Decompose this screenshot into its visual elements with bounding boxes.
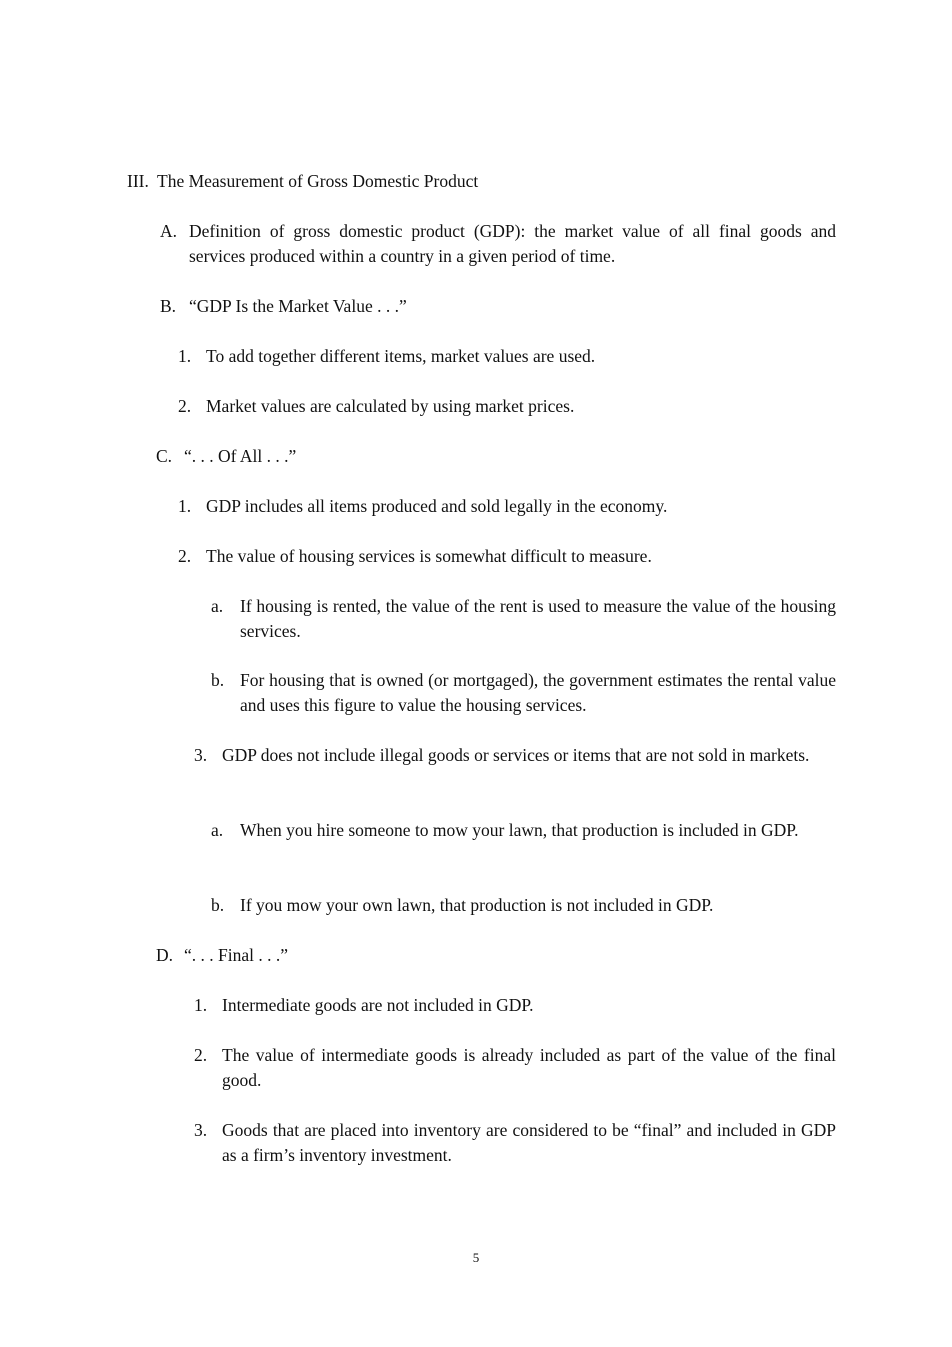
- list-item: [178, 494, 836, 519]
- list-item: [211, 594, 836, 644]
- list-item-text: Intermediate goods are not included in GDP.: [222, 995, 534, 1015]
- page-number: 5: [472, 1250, 480, 1265]
- item-d-heading: [156, 943, 836, 968]
- list-item-label: 3.: [194, 1120, 208, 1140]
- list-item-label: 1.: [194, 995, 208, 1015]
- list-item: [178, 544, 836, 569]
- list-item-label: b.: [211, 895, 225, 915]
- item-a-label: A.: [160, 221, 178, 241]
- list-item-text: To add together different items, market values are used.: [206, 346, 596, 366]
- list-item-text: GDP does not include illegal goods or services or items that are not sold in markets.: [222, 745, 810, 765]
- list-item-text: Market values are calculated by using market prices.: [206, 396, 575, 416]
- item-b-heading: [160, 294, 836, 319]
- item-c-label: C.: [156, 446, 173, 466]
- list-item-label: a.: [211, 596, 224, 616]
- list-item: [211, 818, 836, 843]
- list-item-label: 1.: [178, 346, 192, 366]
- item-c-text: “. . . Of All . . .”: [184, 446, 297, 466]
- list-item-label: b.: [211, 670, 225, 690]
- list-item-text: For housing that is owned (or mortgaged), the government estimates the rental value and uses this figure to value the housing services.: [240, 670, 836, 715]
- list-item-label: 2.: [178, 546, 192, 566]
- list-item-label: 3.: [194, 745, 208, 765]
- list-item-text: Goods that are placed into inventory are considered to be “final” and included in GDP as a firm’s inventory investment.: [222, 1120, 836, 1165]
- list-item: [178, 394, 836, 419]
- list-item-label: a.: [211, 820, 224, 840]
- list-item: [211, 668, 836, 718]
- item-c-heading: [156, 444, 836, 469]
- item-d-text: “. . . Final . . .”: [184, 945, 289, 965]
- item-b-label: B.: [160, 296, 177, 316]
- list-item: [194, 1118, 836, 1168]
- list-item: [211, 893, 836, 918]
- section-label: III.: [127, 171, 149, 191]
- item-a-text: Definition of gross domestic product (GDP): the market value of all final goods and services produced within a country in a given period of time.: [189, 221, 836, 266]
- list-item: [178, 344, 836, 369]
- list-item: [194, 993, 836, 1018]
- section-heading: [127, 169, 837, 194]
- list-item-label: 2.: [194, 1045, 208, 1065]
- item-a-definition: [160, 219, 836, 269]
- list-item: [194, 743, 836, 768]
- item-b-text: “GDP Is the Market Value . . .”: [189, 296, 407, 316]
- list-item-text: The value of housing services is somewhat difficult to measure.: [206, 546, 652, 566]
- list-item-text: When you hire someone to mow your lawn, that production is included in GDP.: [240, 820, 799, 840]
- list-item-text: If housing is rented, the value of the rent is used to measure the value of the housing services.: [240, 596, 836, 641]
- list-item: [194, 1043, 836, 1093]
- list-item-text: GDP includes all items produced and sold legally in the economy.: [206, 496, 668, 516]
- section-title: The Measurement of Gross Domestic Product: [157, 171, 479, 191]
- list-item-label: 1.: [178, 496, 192, 516]
- list-item-text: The value of intermediate goods is already included as part of the value of the final good.: [222, 1045, 836, 1090]
- list-item-label: 2.: [178, 396, 192, 416]
- item-d-label: D.: [156, 945, 174, 965]
- list-item-text: If you mow your own lawn, that production is not included in GDP.: [240, 895, 714, 915]
